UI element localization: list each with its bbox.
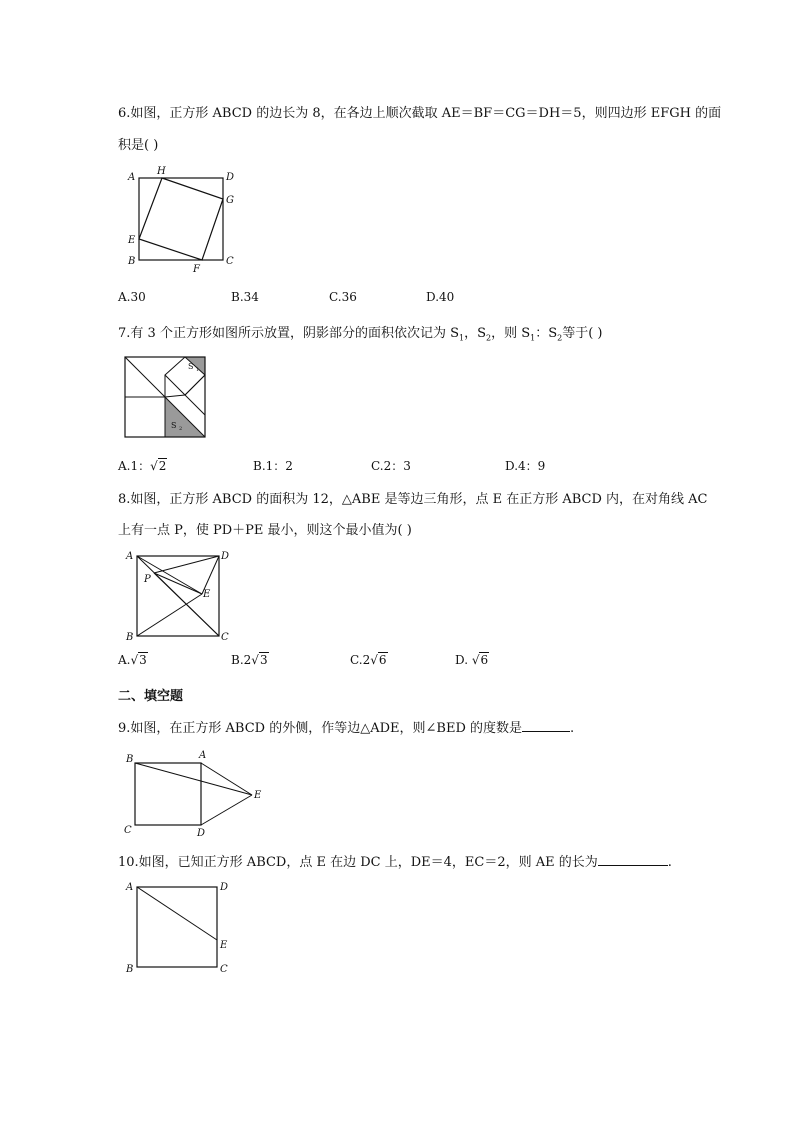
q6-option-a: A.30 [118, 290, 146, 304]
q7-option-c: C.2：3 [371, 459, 411, 473]
q7-option-d: D.4：9 [505, 459, 546, 473]
q9-label-d: D [197, 828, 206, 839]
svg-text:1: 1 [196, 367, 200, 373]
q8-option-b: B.2√3 [231, 653, 268, 667]
q8-label-b: B [126, 632, 134, 643]
q8-figure [124, 548, 234, 644]
q6-label-f: F [193, 264, 200, 275]
q6-label-b: B [128, 256, 136, 267]
q8-option-a: A.√3 [118, 653, 147, 667]
q6-label-a: A [128, 172, 136, 183]
q8-label-a: A [126, 551, 134, 562]
q7-label-s1: S [188, 362, 194, 371]
q6-line2: 积是( ) [118, 138, 159, 153]
q10-label-e: E [220, 940, 228, 951]
q8-line2: 上有一点 P，使 PD＋PE 最小，则这个最小值为( ) [118, 523, 412, 538]
section-title-fill-blank: 二、填空题 [118, 689, 184, 704]
q9-text: 9.如图，在正方形 ABCD 的外侧，作等边△ADE，则∠BED 的度数是 . [118, 721, 575, 736]
q7-figure [123, 355, 207, 439]
q6-option-d: D.40 [426, 290, 455, 304]
q6-label-g: G [226, 195, 234, 206]
svg-text:2: 2 [179, 426, 183, 432]
q6-label-h: H [157, 166, 166, 177]
q8-option-d: D. √6 [455, 653, 489, 667]
q8-label-e: E [203, 589, 211, 600]
q10-text: 10.如图，已知正方形 ABCD，点 E 在边 DC 上，DE＝4，EC＝2，则 AE 的长为 . [118, 855, 672, 870]
q8-option-c: C.2√6 [350, 653, 387, 667]
q9-label-b: B [126, 754, 134, 765]
q10-label-b: B [126, 964, 134, 975]
q6-option-c: C.36 [329, 290, 357, 304]
q6-label-d: D [226, 172, 235, 183]
q9-answer-blank[interactable] [522, 719, 570, 732]
q6-figure [126, 166, 246, 276]
q10-label-a: A [126, 882, 134, 893]
q9-label-a: A [199, 750, 207, 761]
q10-answer-blank[interactable] [598, 853, 668, 866]
q8-label-c: C [221, 632, 229, 643]
q10-figure [124, 878, 234, 978]
q6-option-b: B.34 [231, 290, 259, 304]
q10-label-d: D [220, 882, 229, 893]
q6-label-c: C [226, 256, 234, 267]
q7-label-s2: S [171, 421, 177, 430]
q8-label-p: P [144, 574, 151, 585]
q10-label-c: C [220, 964, 228, 975]
q9-label-c: C [124, 825, 132, 836]
q6-label-e: E [128, 235, 136, 246]
q8-label-d: D [221, 551, 230, 562]
q7-option-a: A.1：√2 [118, 459, 167, 473]
q8-line1: 8.如图，正方形 ABCD 的面积为 12，△ABE 是等边三角形，点 E 在正方形 ABCD 内，在对角线 AC [118, 492, 708, 507]
q9-label-e: E [254, 790, 262, 801]
q6-line1: 6.如图，正方形 ABCD 的边长为 8，在各边上顺次截取 AE＝BF＝CG＝DH＝5，则四边形 EFGH 的面 [118, 106, 722, 121]
q7-option-b: B.1：2 [253, 459, 293, 473]
q9-figure [122, 749, 272, 841]
q7-text: 7.有 3 个正方形如图所示放置，阴影部分的面积依次记为 $S_1$，$S_2$，则 $S_1$：$S_2$等于( ) [118, 326, 603, 343]
